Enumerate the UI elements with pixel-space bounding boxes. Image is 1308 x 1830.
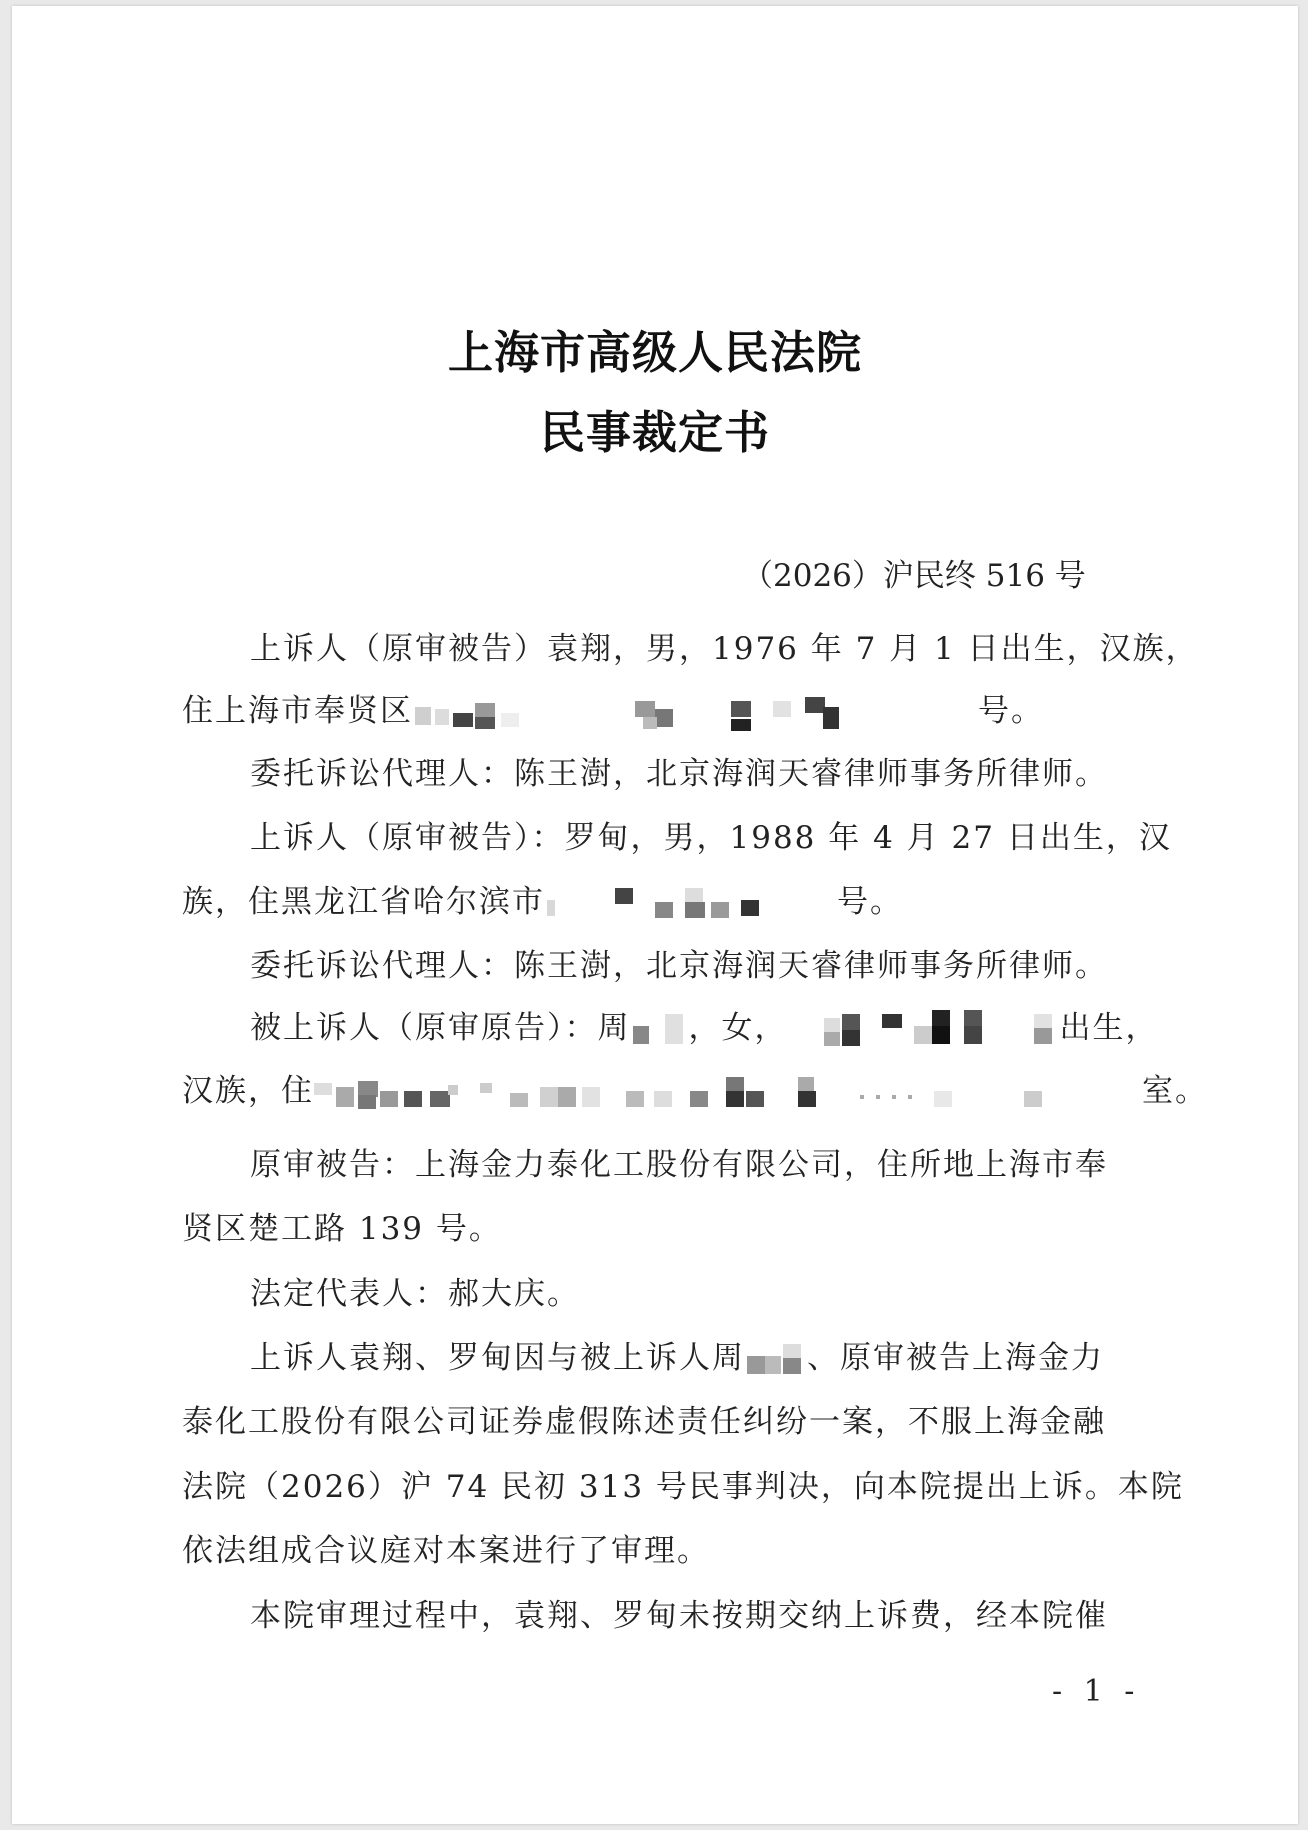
body-p1-line1-start: 上诉人袁翔、罗甸因与被上诉人周	[250, 1340, 745, 1376]
appellant2-address-end: 号。	[837, 884, 903, 920]
appellant1-line1: 上诉人（原审被告）袁翔，男，1976 年 7 月 1 日出生，汉族，	[250, 631, 1199, 667]
legal-representative: 法定代表人：郝大庆。	[250, 1276, 580, 1312]
appellant2-line1: 上诉人（原审被告）：罗甸，男，1988 年 4 月 27 日出生，汉	[250, 820, 1172, 856]
appellee-address-start: 汉族，住	[182, 1073, 314, 1109]
body-p1-line3: 法院（2026）沪 74 民初 313 号民事判决，向本院提出上诉。本院	[182, 1469, 1184, 1505]
appellee-address	[182, 1069, 1208, 1113]
court-name: 上海市高级人民法院	[447, 326, 862, 379]
appellee-end: 出生，	[1059, 1010, 1159, 1046]
appellant1-address-start: 住上海市奉贤区	[182, 693, 413, 729]
defendant-line1: 原审被告：上海金力泰化工股份有限公司，住所地上海市奉	[250, 1147, 1108, 1183]
redaction-mosaic	[788, 1010, 1060, 1050]
appellee-start: 被上诉人（原审原告）：周	[250, 1010, 631, 1046]
appellee-line1	[250, 1006, 1159, 1050]
document-page	[12, 6, 1298, 1824]
body-p1-line1	[250, 1336, 1104, 1380]
appellant1-address-end: 号。	[978, 693, 1044, 729]
agent1-line: 委托诉讼代理人：陈王澍，北京海润天睿律师事务所律师。	[250, 756, 1108, 792]
body-p1-line1-end: 、原审被告上海金力	[807, 1340, 1104, 1376]
document-type: 民事裁定书	[539, 406, 770, 459]
redaction-mosaic	[745, 1340, 807, 1380]
body-p2-line1: 本院审理过程中，袁翔、罗甸未按期交纳上诉费，经本院催	[250, 1598, 1108, 1634]
redaction-mosaic	[631, 1010, 689, 1050]
appellant1-address	[182, 689, 1044, 733]
redaction-mosaic	[314, 1073, 1142, 1113]
appellant2-address-start: 族，住黑龙江省哈尔滨市	[182, 884, 545, 920]
body-p1-line4: 依法组成合议庭对本案进行了审理。	[182, 1533, 710, 1569]
appellant2-address	[182, 880, 903, 924]
redaction-mosaic	[545, 884, 815, 924]
defendant-line2: 贤区楚工路 139 号。	[182, 1211, 502, 1247]
redaction-mosaic	[413, 693, 978, 733]
agent2-line: 委托诉讼代理人：陈王澍，北京海润天睿律师事务所律师。	[250, 948, 1108, 984]
case-number: （2026）沪民终 516 号	[742, 558, 1086, 594]
appellee-address-end: 室。	[1142, 1073, 1208, 1109]
appellee-mid: ，女，	[688, 1010, 788, 1046]
body-p1-line2: 泰化工股份有限公司证券虚假陈述责任纠纷一案，不服上海金融	[182, 1404, 1106, 1440]
page-number: - 1 -	[1052, 1674, 1141, 1709]
